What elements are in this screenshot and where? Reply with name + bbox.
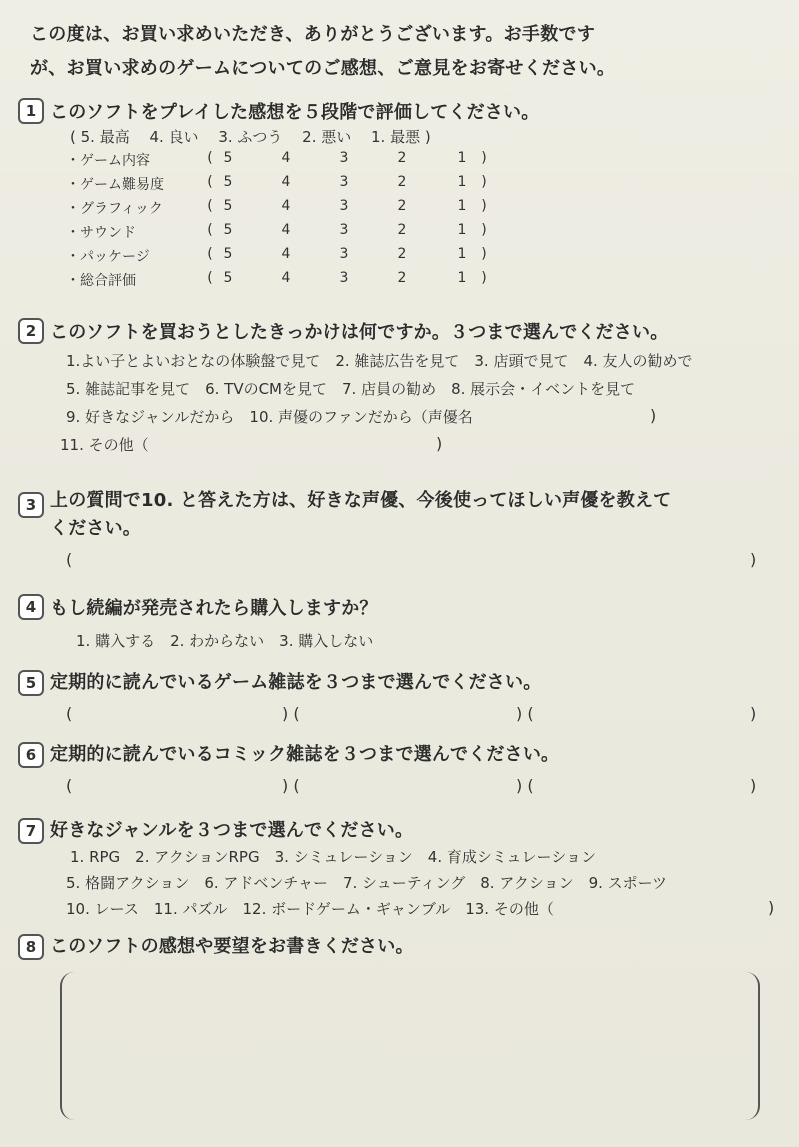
rating-score-option[interactable]: 1 xyxy=(457,246,467,262)
rating-score-option[interactable]: 4 xyxy=(281,222,291,238)
intro-line-2: が、お買い求めのゲームについてのご感想、ご意見をお寄せください。 xyxy=(30,58,616,79)
rating-close-paren: ) xyxy=(481,222,487,238)
question-number-7: 7 xyxy=(18,818,44,844)
rating-score-option[interactable]: 3 xyxy=(339,150,349,166)
q2-options-line-4[interactable]: 11. その他（ xyxy=(60,436,149,454)
q6-field-3-close: ) xyxy=(750,776,757,795)
rating-score-option[interactable]: 4 xyxy=(281,150,291,166)
feedback-textarea[interactable] xyxy=(60,972,760,1120)
rating-score-option[interactable]: 2 xyxy=(397,222,407,238)
rating-score-option[interactable]: 1 xyxy=(457,174,467,190)
question-number-5: 5 xyxy=(18,670,44,696)
rating-row xyxy=(66,150,506,174)
rating-score-option[interactable]: 4 xyxy=(281,270,291,286)
rating-close-paren: ) xyxy=(481,150,487,166)
rating-label: ・ゲーム内容 xyxy=(66,153,150,169)
rating-score-option[interactable]: 5 xyxy=(223,222,233,238)
q6-field-1-open[interactable]: ( xyxy=(66,776,73,795)
rating-label: ・パッケージ xyxy=(66,249,150,265)
rating-score-option[interactable]: 2 xyxy=(397,198,407,214)
rating-score-option[interactable]: 5 xyxy=(223,246,233,262)
question-number-2: 2 xyxy=(18,318,44,344)
rating-score-option[interactable]: 1 xyxy=(457,198,467,214)
question-5-title: 定期的に読んでいるゲーム雑誌を３つまで選んでください。 xyxy=(50,672,542,693)
question-number-4: 4 xyxy=(18,594,44,620)
rating-score-option[interactable]: 1 xyxy=(457,222,467,238)
rating-label: ・ゲーム難易度 xyxy=(66,177,164,193)
question-7-title: 好きなジャンルを３つまで選んでください。 xyxy=(50,820,414,841)
rating-score-option[interactable]: 4 xyxy=(281,198,291,214)
rating-score-option[interactable]: 3 xyxy=(339,222,349,238)
rating-score-option[interactable]: 3 xyxy=(339,174,349,190)
q4-options[interactable]: 1. 購入する 2. わからない 3. 購入しない xyxy=(76,632,374,650)
q3-answer-open-paren[interactable]: ( xyxy=(66,550,73,569)
rating-score-option[interactable]: 3 xyxy=(339,198,349,214)
rating-open-paren: ( xyxy=(207,222,213,238)
rating-label: ・サウンド xyxy=(66,225,136,241)
rating-score-option[interactable]: 5 xyxy=(223,270,233,286)
q7-options-line-1[interactable]: 1. RPG 2. アクションRPG 3. シミュレーション 4. 育成シミュレーション xyxy=(70,848,596,866)
rating-score-option[interactable]: 3 xyxy=(339,246,349,262)
rating-open-paren: ( xyxy=(207,270,213,286)
rating-score-option[interactable]: 1 xyxy=(457,150,467,166)
rating-label: ・グラフィック xyxy=(66,201,163,217)
rating-close-paren: ) xyxy=(481,270,487,286)
rating-score-option[interactable]: 4 xyxy=(281,174,291,190)
q6-field-separator-1[interactable]: ) ( xyxy=(282,776,300,795)
rating-open-paren: ( xyxy=(207,246,213,262)
question-number-3: 3 xyxy=(18,492,44,518)
rating-open-paren: ( xyxy=(207,174,213,190)
rating-row xyxy=(66,270,506,294)
q6-field-separator-2[interactable]: ) ( xyxy=(516,776,534,795)
rating-score-option[interactable]: 1 xyxy=(457,270,467,286)
rating-scale-legend: ( 5. 最高 4. 良い 3. ふつう 2. 悪い 1. 最悪 ) xyxy=(70,128,431,146)
rating-score-option[interactable]: 4 xyxy=(281,246,291,262)
rating-score-option[interactable]: 2 xyxy=(397,270,407,286)
rating-row xyxy=(66,222,506,246)
question-number-8: 8 xyxy=(18,934,44,960)
rating-score-option[interactable]: 2 xyxy=(397,150,407,166)
q2-options-line-1[interactable]: 1.よい子とよいおとなの体験盤で見て 2. 雑誌広告を見て 3. 店頭で見て 4. 友人の勧めで xyxy=(66,352,693,370)
q7-other-close-paren: ) xyxy=(768,898,775,917)
rating-open-paren: ( xyxy=(207,198,213,214)
q3-answer-close-paren: ) xyxy=(750,550,757,569)
question-3-title-line-1: 上の質問で10. と答えた方は、好きな声優、今後使ってほしい声優を教えて xyxy=(50,490,672,511)
question-number-1: 1 xyxy=(18,98,44,124)
q2-voice-actor-close-paren: ) xyxy=(650,406,657,425)
q5-field-1-open[interactable]: ( xyxy=(66,704,73,723)
question-8-title: このソフトの感想や要望をお書きください。 xyxy=(50,936,414,957)
q2-other-close-paren: ) xyxy=(436,434,443,453)
intro-text xyxy=(30,18,775,86)
question-6-title: 定期的に読んでいるコミック雑誌を３つまで選んでください。 xyxy=(50,744,560,765)
q2-options-line-2[interactable]: 5. 雑誌記事を見て 6. TVのCMを見て 7. 店員の勧め 8. 展示会・イベントを見て xyxy=(66,380,636,398)
q7-options-line-3[interactable]: 10. レース 11. パズル 12. ボードゲーム・ギャンブル 13. その他（ xyxy=(66,900,554,918)
rating-score-option[interactable]: 3 xyxy=(339,270,349,286)
question-number-6: 6 xyxy=(18,742,44,768)
q2-options-line-3[interactable]: 9. 好きなジャンルだから 10. 声優のファンだから（声優名 xyxy=(66,408,473,426)
intro-line-1: この度は、お買い求めいただき、ありがとうございます。お手数です xyxy=(30,24,596,45)
rating-score-option[interactable]: 2 xyxy=(397,246,407,262)
rating-close-paren: ) xyxy=(481,246,487,262)
question-2-title: このソフトを買おうとしたきっかけは何ですか。３つまで選んでください。 xyxy=(50,322,669,343)
rating-score-option[interactable]: 5 xyxy=(223,174,233,190)
rating-close-paren: ) xyxy=(481,198,487,214)
rating-score-option[interactable]: 2 xyxy=(397,174,407,190)
rating-score-option[interactable]: 5 xyxy=(223,150,233,166)
rating-close-paren: ) xyxy=(481,174,487,190)
rating-score-option[interactable]: 5 xyxy=(223,198,233,214)
question-3-title-line-2: ください。 xyxy=(50,518,141,539)
q5-field-3-close: ) xyxy=(750,704,757,723)
q7-options-line-2[interactable]: 5. 格闘アクション 6. アドベンチャー 7. シューティング 8. アクション 9. スポーツ xyxy=(66,874,668,892)
question-4-title: もし続編が発売されたら購入しますか？ xyxy=(50,598,378,619)
q5-field-separator-2[interactable]: ) ( xyxy=(516,704,534,723)
rating-row xyxy=(66,198,506,222)
rating-row xyxy=(66,174,506,198)
rating-row xyxy=(66,246,506,270)
rating-label: ・総合評価 xyxy=(66,273,136,289)
question-1-title: このソフトをプレイした感想を５段階で評価してください。 xyxy=(50,102,540,123)
rating-open-paren: ( xyxy=(207,150,213,166)
q5-field-separator-1[interactable]: ) ( xyxy=(282,704,300,723)
